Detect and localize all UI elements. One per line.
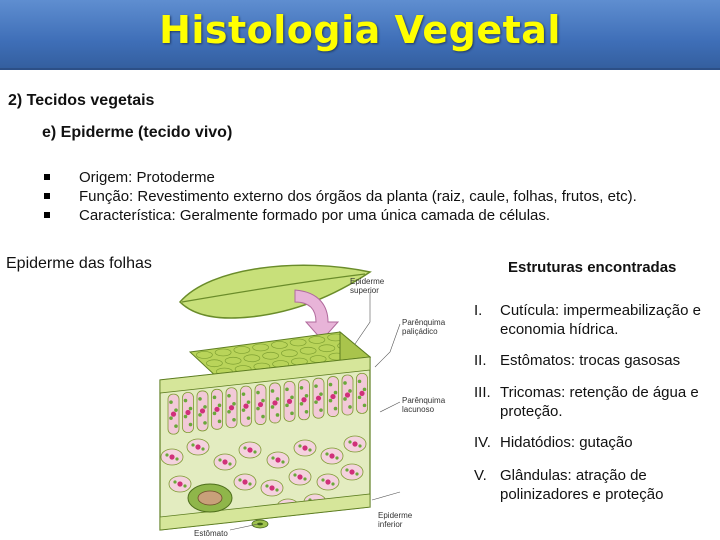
chloroplast <box>261 399 265 403</box>
chloroplast <box>238 478 241 481</box>
label-epiderme-inferior: Epiderme <box>378 511 413 520</box>
bullet-text: Característica: Geralmente formado por uma única camada de células. <box>79 207 551 224</box>
chloroplast <box>303 477 306 480</box>
bullet-item <box>42 168 637 187</box>
cell-nucleus <box>242 479 247 484</box>
cell-nucleus <box>359 391 364 396</box>
chloroplast <box>203 405 207 409</box>
structures-list <box>474 301 718 504</box>
chloroplast <box>227 410 231 414</box>
chloroplast <box>232 402 236 406</box>
cell-nucleus <box>222 459 227 464</box>
chloroplast <box>242 408 246 412</box>
bullet-text: Origem: Protoderme <box>79 169 215 186</box>
chloroplast <box>348 440 351 443</box>
label-epiderme-superior: Epiderme <box>350 277 385 286</box>
cell-nucleus <box>352 441 357 446</box>
chloroplast <box>261 415 265 419</box>
chloroplast <box>243 446 246 449</box>
cell-nucleus <box>214 407 219 412</box>
chloroplast <box>285 388 289 392</box>
chloroplast <box>198 413 202 417</box>
chloroplast <box>319 408 323 412</box>
structure-item <box>474 466 718 504</box>
chloroplast <box>348 389 352 393</box>
structure-item <box>474 383 718 421</box>
cell-nucleus <box>345 392 350 397</box>
cell-nucleus <box>349 469 354 474</box>
chloroplast <box>321 478 324 481</box>
leaf-shape <box>180 265 370 318</box>
chloroplast <box>358 380 362 384</box>
chloroplast <box>218 420 222 424</box>
slide-title: Histologia Vegetal <box>159 8 561 52</box>
chloroplast <box>345 468 348 471</box>
chloroplast <box>334 391 338 395</box>
chloroplast <box>363 404 367 408</box>
chloroplast <box>276 397 280 401</box>
chloroplast <box>183 484 186 487</box>
cell-nucleus <box>247 447 252 452</box>
chloroplast <box>355 472 358 475</box>
chloroplast <box>189 423 193 427</box>
chloroplast <box>331 482 334 485</box>
chloroplast <box>191 443 194 446</box>
bullet-square-icon <box>44 193 50 199</box>
chloroplast <box>242 392 246 396</box>
structure-number: IV. <box>474 434 491 451</box>
cell-nucleus <box>171 412 176 417</box>
chloroplast <box>169 400 173 404</box>
chloroplast <box>300 402 304 406</box>
cell-nucleus <box>301 397 306 402</box>
cell-nucleus <box>258 402 263 407</box>
chloroplast <box>201 447 204 450</box>
cell-nucleus <box>229 405 234 410</box>
structure-number: II. <box>474 352 487 369</box>
chloroplast <box>271 405 275 409</box>
chloroplast <box>319 392 323 396</box>
figure-caption: Epiderme das folhas <box>6 255 152 272</box>
chloroplast <box>198 397 202 401</box>
chloroplast <box>228 462 231 465</box>
chloroplast <box>300 386 304 390</box>
label-parenquima-lacunoso-2: lacunoso <box>402 405 435 414</box>
cell-nucleus <box>185 410 190 415</box>
chloroplast <box>218 458 221 461</box>
structure-text: Cutícula: impermeabilização e economia hídrica. <box>500 302 701 338</box>
cell-nucleus <box>272 400 277 405</box>
chloroplast <box>334 407 338 411</box>
chloroplast <box>271 389 275 393</box>
bullet-list <box>42 168 637 225</box>
chloroplast <box>184 399 188 403</box>
structure-text: Estômatos: trocas gasosas <box>500 352 681 369</box>
chloroplast <box>175 457 178 460</box>
bullet-square-icon <box>44 212 50 218</box>
structure-item <box>474 433 718 452</box>
chloroplast <box>174 408 178 412</box>
chloroplast <box>247 400 251 404</box>
label-parenquima-palicadico-2: paliçádico <box>402 327 438 336</box>
chloroplast <box>281 460 284 463</box>
vascular-bundle-core <box>198 491 222 505</box>
chloroplast <box>256 391 260 395</box>
cell-nucleus <box>169 454 174 459</box>
cell-nucleus <box>177 481 182 486</box>
cell-nucleus <box>316 396 321 401</box>
chloroplast <box>169 416 173 420</box>
chloroplast <box>218 404 222 408</box>
section-title: 2) Tecidos vegetais <box>8 92 155 109</box>
label-estomato: Estômato <box>194 529 228 538</box>
chloroplast <box>290 396 294 400</box>
structure-text: Hidatódios: gutação <box>500 434 633 451</box>
cell-nucleus <box>330 394 335 399</box>
chloroplast <box>308 448 311 451</box>
label-parenquima-lacunoso: Parênquima <box>402 396 446 405</box>
chloroplast <box>248 482 251 485</box>
chloroplast <box>174 424 178 428</box>
chloroplast <box>335 456 338 459</box>
chloroplast <box>348 405 352 409</box>
structure-text: Tricomas: retenção de água e proteção. <box>500 384 699 420</box>
chloroplast <box>305 394 309 398</box>
chloroplast <box>329 399 333 403</box>
structure-number: III. <box>474 384 491 401</box>
cell-nucleus <box>200 408 205 413</box>
structure-number: I. <box>474 302 483 319</box>
chloroplast <box>325 452 328 455</box>
chloroplast <box>227 394 231 398</box>
chloroplast <box>213 396 217 400</box>
cell-nucleus <box>195 444 200 449</box>
cell-nucleus <box>325 479 330 484</box>
chloroplast <box>305 410 309 414</box>
cell-nucleus <box>275 457 280 462</box>
chloroplast <box>271 456 274 459</box>
chloroplast <box>173 480 176 483</box>
chloroplast <box>265 484 268 487</box>
chloroplast <box>285 404 289 408</box>
subsection-title: e) Epiderme (tecido vivo) <box>42 124 233 141</box>
structure-item <box>474 301 718 339</box>
label-epiderme-superior-2: superior <box>350 286 379 295</box>
chloroplast <box>314 400 318 404</box>
chloroplast <box>213 412 217 416</box>
chloroplast <box>189 407 193 411</box>
chloroplast <box>343 397 347 401</box>
cell-nucleus <box>243 404 248 409</box>
chloroplast <box>203 421 207 425</box>
label-parenquima-palicadico: Parênquima <box>402 318 446 327</box>
bullet-text: Função: Revestimento externo dos órgãos da planta (raiz, caule, folhas, frutos, etc). <box>79 188 637 205</box>
chloroplast <box>343 381 347 385</box>
chloroplast <box>276 413 280 417</box>
chloroplast <box>363 388 367 392</box>
chloroplast <box>329 383 333 387</box>
cell-nucleus <box>302 445 307 450</box>
chloroplast <box>290 412 294 416</box>
cell-nucleus <box>269 485 274 490</box>
bullet-item <box>42 206 637 225</box>
structure-item <box>474 351 718 370</box>
chloroplast <box>253 450 256 453</box>
chloroplast <box>165 453 168 456</box>
structure-text: Glândulas: atração de polinizadores e proteção <box>500 467 664 503</box>
bullet-item <box>42 187 637 206</box>
cell-nucleus <box>297 474 302 479</box>
cell-nucleus <box>287 399 292 404</box>
title-banner <box>0 0 720 70</box>
chloroplast <box>314 384 318 388</box>
chloroplast <box>256 407 260 411</box>
bullet-square-icon <box>44 174 50 180</box>
chloroplast <box>247 416 251 420</box>
chloroplast <box>293 473 296 476</box>
structures-title: Estruturas encontradas <box>508 259 677 276</box>
chloroplast <box>232 418 236 422</box>
label-epiderme-inferior-2: inferior <box>378 520 403 529</box>
chloroplast <box>184 415 188 419</box>
chloroplast <box>358 444 361 447</box>
chloroplast <box>275 488 278 491</box>
cell-nucleus <box>329 453 334 458</box>
zoom-arrow <box>295 290 338 340</box>
structure-number: V. <box>474 467 487 484</box>
chloroplast <box>298 444 301 447</box>
chloroplast <box>358 396 362 400</box>
